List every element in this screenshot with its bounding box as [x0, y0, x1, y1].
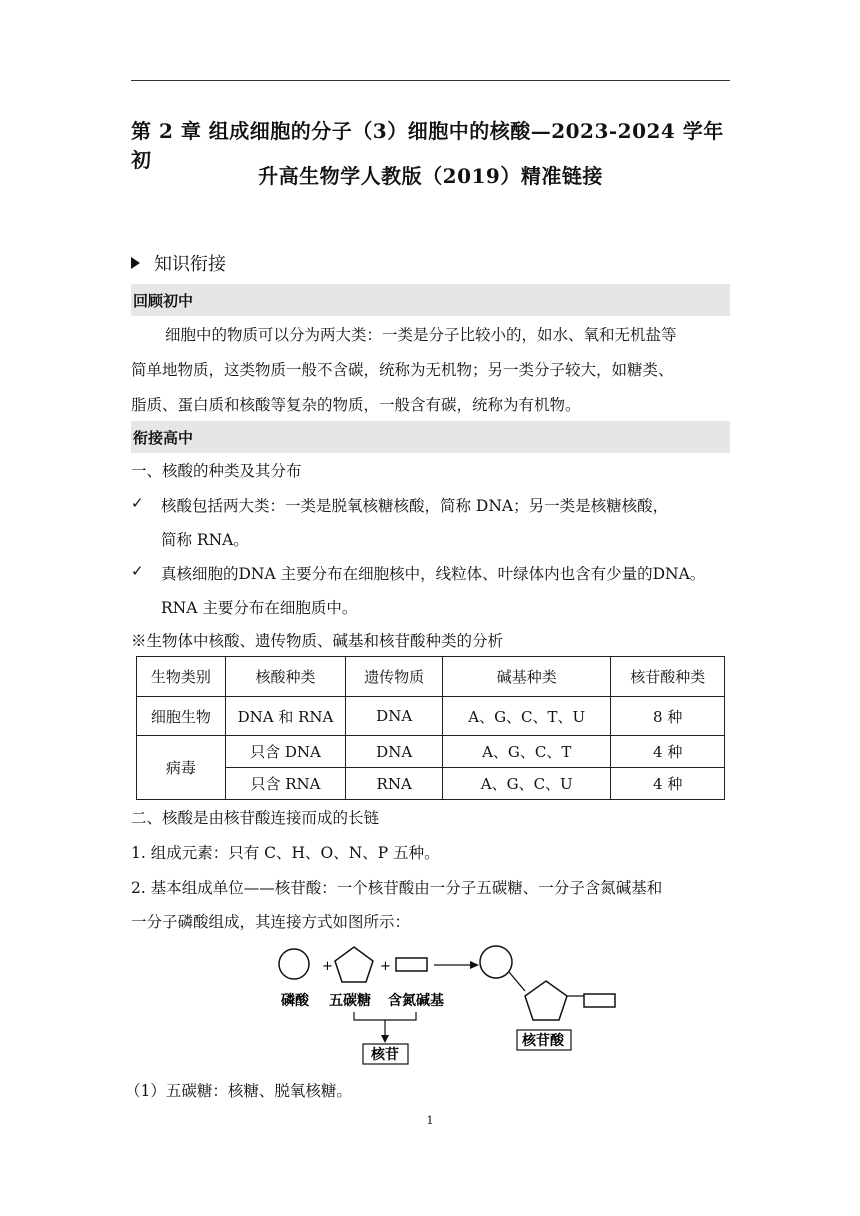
table-note: ※生物体中核酸、遗传物质、碱基和核苷酸种类的分析	[131, 632, 504, 650]
review-line-2: 简单地物质，这类物质一般不含碳，统称为无机物；另一类分子较大，如糖类、	[131, 361, 674, 379]
bullet-1-line-1: 核酸包括两大类：一类是脱氧核糖核酸，简称 DNA；另一类是核糖核酸，	[161, 497, 669, 515]
table-cell: DNA	[346, 697, 443, 736]
link-band	[131, 421, 730, 453]
table-header-cell: 核酸种类	[225, 657, 346, 697]
review-line-3: 脂质、蛋白质和核酸等复杂的物质，一般含有碳，统称为有机物。	[131, 396, 581, 414]
review-line-1: 细胞中的物质可以分为两大类：一类是分子比较小的，如水、氧和无机盐等	[165, 326, 677, 344]
table-cell: DNA 和 RNA	[225, 697, 346, 736]
table-cell: 只含 DNA	[225, 736, 346, 768]
review-heading: 回顾初中	[133, 292, 194, 310]
link-heading: 衔接高中	[133, 429, 194, 447]
label-pentose: 五碳糖	[329, 993, 371, 1009]
table-row	[137, 768, 725, 800]
bullet-2-line-1: 真核细胞的DNA 主要分布在细胞核中，线粒体、叶绿体内也含有少量的DNA。	[161, 565, 706, 583]
nucleotide-base-rectangle-icon	[584, 994, 615, 1007]
table-cell: DNA	[346, 736, 443, 768]
title-line-2: 升高生物学人教版（2019）精准链接	[258, 164, 603, 188]
table-cell-virus: 病毒	[137, 736, 226, 800]
title-line-1: 第 2 章 组成细胞的分子（3）细胞中的核酸—2023-2024 学年初	[131, 119, 724, 172]
plus-sign: +	[322, 959, 333, 974]
plus-sign: +	[380, 959, 391, 974]
table-header-cell: 生物类别	[137, 657, 226, 697]
bullet-2-line-2: RNA 主要分布在细胞质中。	[161, 599, 358, 617]
table-cell: RNA	[346, 768, 443, 800]
pentose-pentagon-icon	[335, 947, 373, 982]
check-icon: ✓	[131, 562, 144, 580]
table-header-cell: 核苷酸种类	[611, 657, 725, 697]
subsection-1-heading: 一、核酸的种类及其分布	[131, 462, 302, 480]
arrow-bullet-icon	[131, 257, 140, 269]
table-header-cell: 遗传物质	[346, 657, 443, 697]
table-cell: A、G、C、T、U	[443, 697, 611, 736]
check-icon: ✓	[131, 494, 144, 512]
table-cell: 4 种	[611, 768, 725, 800]
phosphate-circle-icon	[279, 949, 309, 979]
bullet-1-line-2: 简称 RNA。	[161, 531, 249, 549]
table-row	[137, 697, 725, 736]
table-row	[137, 736, 725, 768]
bracket-line	[354, 1012, 416, 1020]
review-band	[131, 284, 730, 316]
section-label: 知识衔接	[154, 254, 226, 275]
table-header-cell: 碱基种类	[443, 657, 611, 697]
section-2-item-1: 1. 组成元素：只有 C、H、O、N、P 五种。	[131, 844, 440, 862]
section-heading	[131, 250, 226, 276]
page-number: 1	[426, 1114, 434, 1127]
table-cell: A、G、C、U	[443, 768, 611, 800]
label-nucleoside: 核苷	[371, 1047, 399, 1063]
section-2-item-2-line-2: 一分子磷酸组成，其连接方式如图所示：	[131, 913, 411, 931]
down-arrow-icon	[381, 1035, 389, 1043]
table-cell: 4 种	[611, 736, 725, 768]
nucleic-acid-table	[136, 656, 725, 800]
nucleotide-pentose-icon	[525, 981, 567, 1020]
section-2-heading: 二、核酸是由核苷酸连接而成的长链	[131, 809, 380, 827]
reaction-arrow-head-icon	[470, 961, 479, 969]
phosphate-sugar-bond	[509, 972, 525, 991]
label-nucleotide: 核苷酸	[522, 1033, 564, 1049]
header-rule	[131, 80, 730, 81]
label-phosphate: 磷酸	[281, 993, 309, 1009]
label-base: 含氮碱基	[388, 993, 444, 1009]
table-header-row	[137, 657, 725, 697]
section-2-item-2-line-1: 2. 基本组成单位——核苷酸：一个核苷酸由一分子五碳糖、一分子含氮碱基和	[131, 879, 663, 897]
nucleotide-diagram	[270, 938, 630, 1073]
table-cell: 8 种	[611, 697, 725, 736]
table-cell: 只含 RNA	[225, 768, 346, 800]
base-rectangle-icon	[396, 958, 427, 971]
note-pentose: （1）五碳糖：核糖、脱氧核糖。	[125, 1082, 352, 1100]
table-cell: A、G、C、T	[443, 736, 611, 768]
nucleotide-phosphate-circle-icon	[480, 946, 512, 978]
table-cell: 细胞生物	[137, 697, 226, 736]
